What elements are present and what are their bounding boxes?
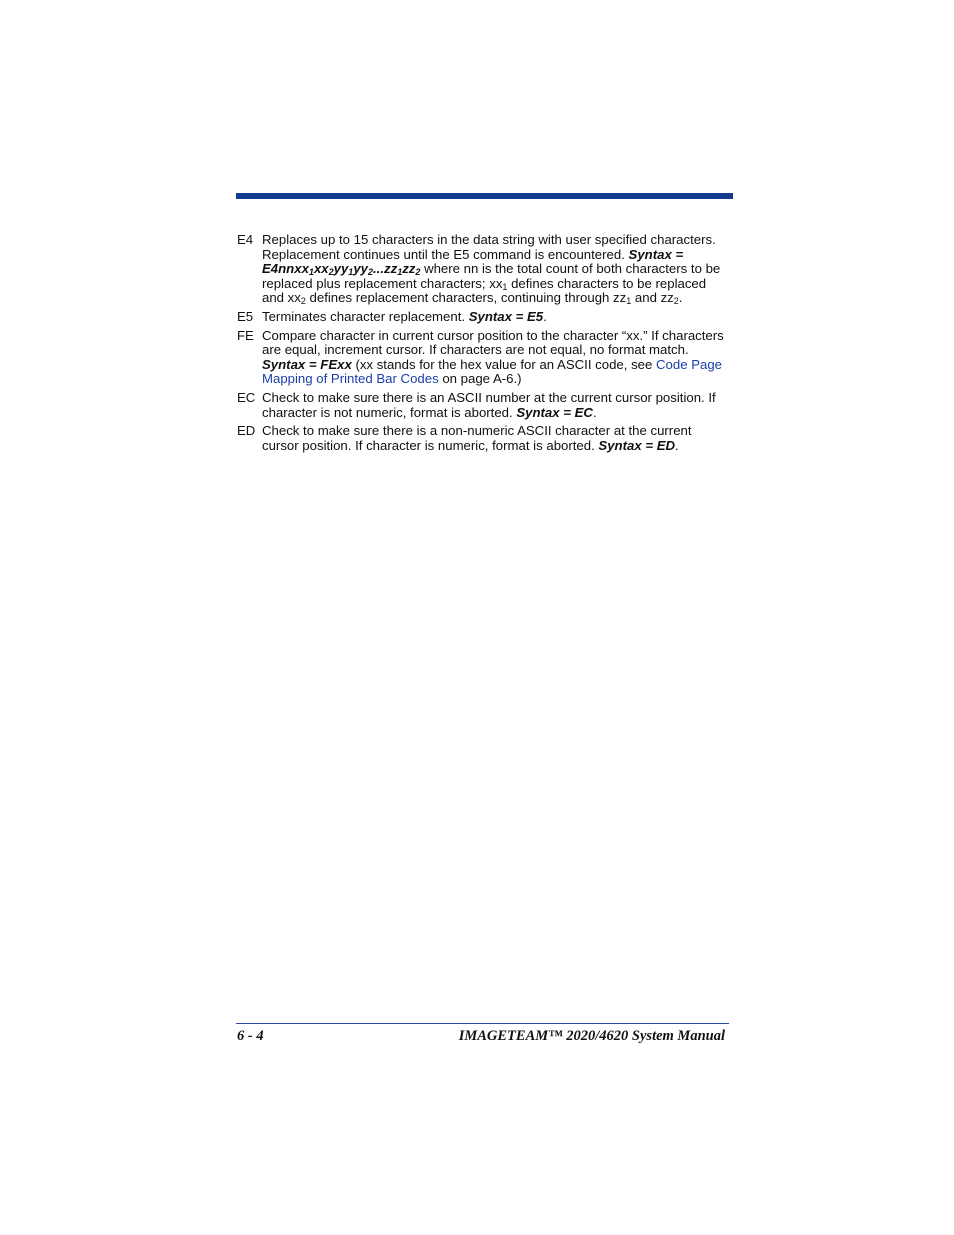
- command-entry-e5: [236, 310, 731, 325]
- command-description: Check to make sure there is an ASCII number at the current cursor position. If character is not numeric, format is aborted. Syntax = EC.: [262, 389, 716, 420]
- syntax-text: Syntax = FExx: [262, 356, 352, 372]
- manual-title: IMAGETEAM™ 2020/4620 System Manual: [458, 1028, 725, 1044]
- command-description: Terminates character replacement. Syntax = E5.: [262, 308, 547, 324]
- command-entry-ec: [236, 391, 731, 420]
- syntax-text: Syntax = EC: [516, 404, 593, 420]
- syntax-text: Syntax = E5: [468, 308, 544, 324]
- header-rule: [236, 193, 733, 199]
- syntax-text: Syntax = $E4nnxx_1xx_2yy_1yy_2...zz_1zz_2$: [262, 246, 684, 278]
- code-page-mapping-link[interactable]: Code Page Mapping of Printed Bar Codes: [262, 356, 723, 387]
- command-description: Check to make sure there is a non-numeric ASCII character at the current cursor position. If character is numeric, format is aborted. Syntax = ED.: [262, 423, 692, 453]
- format-commands-list: [236, 233, 731, 457]
- footer-rule: [236, 1023, 729, 1024]
- command-description: Replaces up to 15 characters in the data string with user specified characters. Replacement continues until the E5 command is encountered. Syntax = $E4nnxx_1xx_2yy_1yy_2...zz_1zz_2$ where nn is the total count of both characters to be replaced plus replacement characters; $xx_1$ defines characters to be replaced and $xx_2$ defines replacement characters, continuing through $zz_1$ and $zz_2$.: [262, 232, 721, 307]
- page-number: 6 - 4: [237, 1028, 264, 1044]
- command-code: E4: [237, 232, 254, 247]
- command-entry-ed: [236, 424, 731, 453]
- command-description: Compare character in current cursor position to the character “xx.” If characters are equal, increment cursor. If characters are not equal, no format match. Syntax = FExx (xx stands for the hex value for an ASCII code, see Code Page Mapping of Printed Bar Codes on page A-6.): [262, 327, 724, 387]
- command-code: FE: [237, 327, 254, 343]
- command-entry-fe: [236, 329, 731, 387]
- command-code: E5: [237, 308, 254, 324]
- syntax-text: Syntax = ED: [598, 437, 676, 453]
- command-code: EC: [237, 389, 256, 405]
- command-entry-e4: [236, 233, 731, 306]
- command-code: ED: [237, 423, 256, 439]
